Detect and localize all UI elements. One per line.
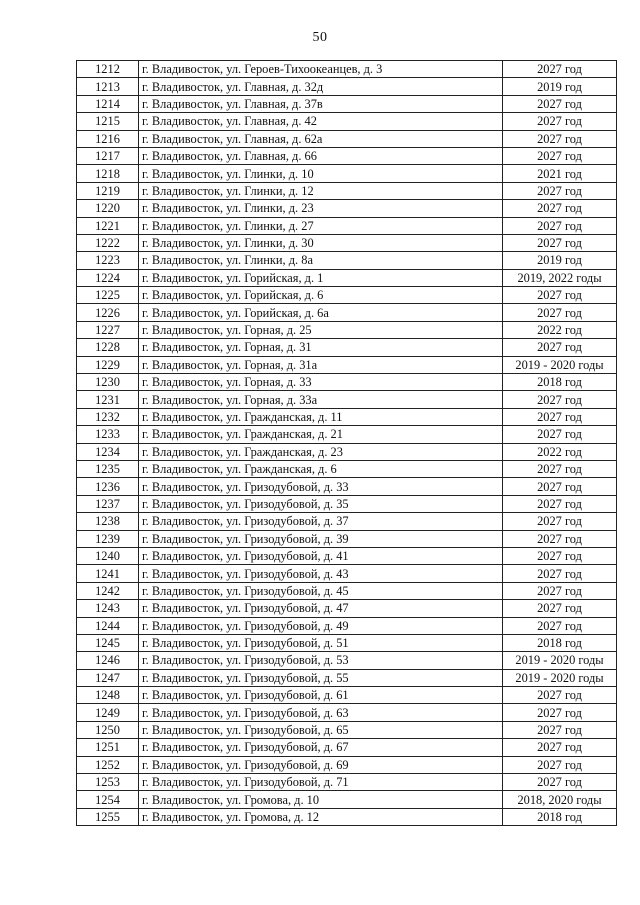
- table-row: [77, 321, 617, 338]
- row-number-cell: 1229: [77, 356, 139, 373]
- repair-year-cell: 2027 год: [503, 617, 617, 634]
- address-cell: г. Владивосток, ул. Главная, д. 42: [139, 113, 503, 130]
- repair-year-cell: 2019 год: [503, 78, 617, 95]
- address-cell: г. Владивосток, ул. Гризодубовой, д. 71: [139, 774, 503, 791]
- address-cell: г. Владивосток, ул. Гризодубовой, д. 45: [139, 582, 503, 599]
- table-row: [77, 791, 617, 808]
- table-row: [77, 252, 617, 269]
- row-number-cell: 1217: [77, 147, 139, 164]
- address-cell: г. Владивосток, ул. Гризодубовой, д. 39: [139, 530, 503, 547]
- row-number-cell: 1245: [77, 634, 139, 651]
- table-row: [77, 130, 617, 147]
- row-number-cell: 1216: [77, 130, 139, 147]
- address-cell: г. Владивосток, ул. Гризодубовой, д. 43: [139, 565, 503, 582]
- repair-year-cell: 2027 год: [503, 408, 617, 425]
- row-number-cell: 1220: [77, 200, 139, 217]
- repair-year-cell: 2027 год: [503, 774, 617, 791]
- row-number-cell: 1212: [77, 61, 139, 78]
- address-cell: г. Владивосток, ул. Глинки, д. 30: [139, 234, 503, 251]
- table-row: [77, 217, 617, 234]
- table-row: [77, 443, 617, 460]
- repair-year-cell: 2027 год: [503, 217, 617, 234]
- address-cell: г. Владивосток, ул. Громова, д. 12: [139, 808, 503, 825]
- repair-year-cell: 2027 год: [503, 339, 617, 356]
- table-row: [77, 808, 617, 825]
- address-cell: г. Владивосток, ул. Горийская, д. 6а: [139, 304, 503, 321]
- address-cell: г. Владивосток, ул. Гризодубовой, д. 61: [139, 687, 503, 704]
- row-number-cell: 1255: [77, 808, 139, 825]
- address-cell: г. Владивосток, ул. Гризодубовой, д. 55: [139, 669, 503, 686]
- repair-year-cell: 2018 год: [503, 808, 617, 825]
- address-cell: г. Владивосток, ул. Глинки, д. 23: [139, 200, 503, 217]
- address-cell: г. Владивосток, ул. Гризодубовой, д. 63: [139, 704, 503, 721]
- repair-year-cell: 2018 год: [503, 634, 617, 651]
- row-number-cell: 1222: [77, 234, 139, 251]
- row-number-cell: 1231: [77, 391, 139, 408]
- repair-year-cell: 2027 год: [503, 287, 617, 304]
- repair-year-cell: 2027 год: [503, 460, 617, 477]
- row-number-cell: 1230: [77, 374, 139, 391]
- table-row: [77, 669, 617, 686]
- repair-year-cell: 2027 год: [503, 547, 617, 564]
- address-cell: г. Владивосток, ул. Горная, д. 31а: [139, 356, 503, 373]
- table-row: [77, 774, 617, 791]
- row-number-cell: 1253: [77, 774, 139, 791]
- repair-year-cell: 2027 год: [503, 182, 617, 199]
- row-number-cell: 1254: [77, 791, 139, 808]
- repair-year-cell: 2022 год: [503, 321, 617, 338]
- row-number-cell: 1243: [77, 600, 139, 617]
- row-number-cell: 1225: [77, 287, 139, 304]
- address-cell: г. Владивосток, ул. Гризодубовой, д. 65: [139, 721, 503, 738]
- row-number-cell: 1236: [77, 478, 139, 495]
- repair-year-cell: 2027 год: [503, 687, 617, 704]
- table-row: [77, 582, 617, 599]
- table-row: [77, 408, 617, 425]
- table-row: [77, 426, 617, 443]
- address-cell: г. Владивосток, ул. Горная, д. 25: [139, 321, 503, 338]
- row-number-cell: 1224: [77, 269, 139, 286]
- row-number-cell: 1246: [77, 652, 139, 669]
- row-number-cell: 1239: [77, 530, 139, 547]
- repair-year-cell: 2027 год: [503, 478, 617, 495]
- table-row: [77, 61, 617, 78]
- table-row: [77, 234, 617, 251]
- address-cell: г. Владивосток, ул. Гражданская, д. 6: [139, 460, 503, 477]
- address-cell: г. Владивосток, ул. Гризодубовой, д. 35: [139, 495, 503, 512]
- address-cell: г. Владивосток, ул. Гризодубовой, д. 37: [139, 513, 503, 530]
- address-cell: г. Владивосток, ул. Гражданская, д. 21: [139, 426, 503, 443]
- address-cell: г. Владивосток, ул. Горная, д. 33а: [139, 391, 503, 408]
- repair-year-cell: 2027 год: [503, 147, 617, 164]
- row-number-cell: 1223: [77, 252, 139, 269]
- address-cell: г. Владивосток, ул. Гризодубовой, д. 51: [139, 634, 503, 651]
- row-number-cell: 1213: [77, 78, 139, 95]
- row-number-cell: 1241: [77, 565, 139, 582]
- address-cell: г. Владивосток, ул. Гражданская, д. 11: [139, 408, 503, 425]
- table-row: [77, 513, 617, 530]
- table-row: [77, 165, 617, 182]
- table-row: [77, 356, 617, 373]
- table-row: [77, 547, 617, 564]
- address-cell: г. Владивосток, ул. Гризодубовой, д. 67: [139, 739, 503, 756]
- table-row: [77, 182, 617, 199]
- row-number-cell: 1232: [77, 408, 139, 425]
- repair-year-cell: 2027 год: [503, 495, 617, 512]
- address-cell: г. Владивосток, ул. Горийская, д. 6: [139, 287, 503, 304]
- address-cell: г. Владивосток, ул. Глинки, д. 12: [139, 182, 503, 199]
- row-number-cell: 1247: [77, 669, 139, 686]
- repair-year-cell: 2027 год: [503, 721, 617, 738]
- table-row: [77, 147, 617, 164]
- repair-year-cell: 2027 год: [503, 513, 617, 530]
- repair-year-cell: 2027 год: [503, 234, 617, 251]
- address-cell: г. Владивосток, ул. Глинки, д. 10: [139, 165, 503, 182]
- housing-registry-table: [76, 60, 617, 826]
- address-cell: г. Владивосток, ул. Горийская, д. 1: [139, 269, 503, 286]
- row-number-cell: 1240: [77, 547, 139, 564]
- address-cell: г. Владивосток, ул. Гризодубовой, д. 41: [139, 547, 503, 564]
- address-cell: г. Владивосток, ул. Главная, д. 37в: [139, 95, 503, 112]
- row-number-cell: 1226: [77, 304, 139, 321]
- table-row: [77, 565, 617, 582]
- row-number-cell: 1221: [77, 217, 139, 234]
- table-row: [77, 339, 617, 356]
- address-cell: г. Владивосток, ул. Гризодубовой, д. 47: [139, 600, 503, 617]
- table-row: [77, 113, 617, 130]
- row-number-cell: 1227: [77, 321, 139, 338]
- repair-year-cell: 2027 год: [503, 756, 617, 773]
- repair-year-cell: 2027 год: [503, 304, 617, 321]
- table-row: [77, 739, 617, 756]
- repair-year-cell: 2019 - 2020 годы: [503, 652, 617, 669]
- table-row: [77, 721, 617, 738]
- address-cell: г. Владивосток, ул. Горная, д. 31: [139, 339, 503, 356]
- row-number-cell: 1237: [77, 495, 139, 512]
- address-cell: г. Владивосток, ул. Главная, д. 66: [139, 147, 503, 164]
- repair-year-cell: 2027 год: [503, 582, 617, 599]
- table-row: [77, 200, 617, 217]
- row-number-cell: 1234: [77, 443, 139, 460]
- repair-year-cell: 2027 год: [503, 739, 617, 756]
- address-cell: г. Владивосток, ул. Гризодубовой, д. 49: [139, 617, 503, 634]
- table-row: [77, 617, 617, 634]
- row-number-cell: 1249: [77, 704, 139, 721]
- table-row: [77, 756, 617, 773]
- row-number-cell: 1248: [77, 687, 139, 704]
- table-row: [77, 495, 617, 512]
- row-number-cell: 1233: [77, 426, 139, 443]
- table-row: [77, 460, 617, 477]
- row-number-cell: 1219: [77, 182, 139, 199]
- address-cell: г. Владивосток, ул. Гризодубовой, д. 69: [139, 756, 503, 773]
- table-row: [77, 374, 617, 391]
- repair-year-cell: 2027 год: [503, 113, 617, 130]
- row-number-cell: 1250: [77, 721, 139, 738]
- repair-year-cell: 2027 год: [503, 200, 617, 217]
- repair-year-cell: 2021 год: [503, 165, 617, 182]
- repair-year-cell: 2018, 2020 годы: [503, 791, 617, 808]
- row-number-cell: 1218: [77, 165, 139, 182]
- repair-year-cell: 2027 год: [503, 130, 617, 147]
- table-row: [77, 78, 617, 95]
- page-number: 50: [312, 30, 328, 45]
- repair-year-cell: 2019, 2022 годы: [503, 269, 617, 286]
- address-cell: г. Владивосток, ул. Главная, д. 62а: [139, 130, 503, 147]
- repair-year-cell: 2027 год: [503, 391, 617, 408]
- address-cell: г. Владивосток, ул. Гризодубовой, д. 33: [139, 478, 503, 495]
- address-cell: г. Владивосток, ул. Гризодубовой, д. 53: [139, 652, 503, 669]
- table-row: [77, 269, 617, 286]
- address-cell: г. Владивосток, ул. Горная, д. 33: [139, 374, 503, 391]
- table-row: [77, 634, 617, 651]
- address-cell: г. Владивосток, ул. Глинки, д. 8а: [139, 252, 503, 269]
- repair-year-cell: 2027 год: [503, 61, 617, 78]
- repair-year-cell: 2027 год: [503, 426, 617, 443]
- table-row: [77, 530, 617, 547]
- repair-year-cell: 2019 - 2020 годы: [503, 356, 617, 373]
- table-row: [77, 391, 617, 408]
- table-row: [77, 287, 617, 304]
- row-number-cell: 1215: [77, 113, 139, 130]
- table-row: [77, 304, 617, 321]
- repair-year-cell: 2019 - 2020 годы: [503, 669, 617, 686]
- repair-year-cell: 2027 год: [503, 565, 617, 582]
- row-number-cell: 1235: [77, 460, 139, 477]
- address-cell: г. Владивосток, ул. Главная, д. 32д: [139, 78, 503, 95]
- repair-year-cell: 2027 год: [503, 704, 617, 721]
- address-cell: г. Владивосток, ул. Гражданская, д. 23: [139, 443, 503, 460]
- repair-year-cell: 2018 год: [503, 374, 617, 391]
- registry-body: [77, 61, 617, 826]
- address-cell: г. Владивосток, ул. Героев-Тихоокеанцев, д. 3: [139, 61, 503, 78]
- repair-year-cell: 2019 год: [503, 252, 617, 269]
- row-number-cell: 1244: [77, 617, 139, 634]
- address-cell: г. Владивосток, ул. Глинки, д. 27: [139, 217, 503, 234]
- table-row: [77, 478, 617, 495]
- row-number-cell: 1242: [77, 582, 139, 599]
- row-number-cell: 1214: [77, 95, 139, 112]
- address-cell: г. Владивосток, ул. Громова, д. 10: [139, 791, 503, 808]
- repair-year-cell: 2027 год: [503, 600, 617, 617]
- table-row: [77, 652, 617, 669]
- table-row: [77, 600, 617, 617]
- row-number-cell: 1238: [77, 513, 139, 530]
- table-row: [77, 704, 617, 721]
- row-number-cell: 1228: [77, 339, 139, 356]
- row-number-cell: 1252: [77, 756, 139, 773]
- repair-year-cell: 2027 год: [503, 95, 617, 112]
- row-number-cell: 1251: [77, 739, 139, 756]
- table-row: [77, 687, 617, 704]
- table-row: [77, 95, 617, 112]
- repair-year-cell: 2022 год: [503, 443, 617, 460]
- repair-year-cell: 2027 год: [503, 530, 617, 547]
